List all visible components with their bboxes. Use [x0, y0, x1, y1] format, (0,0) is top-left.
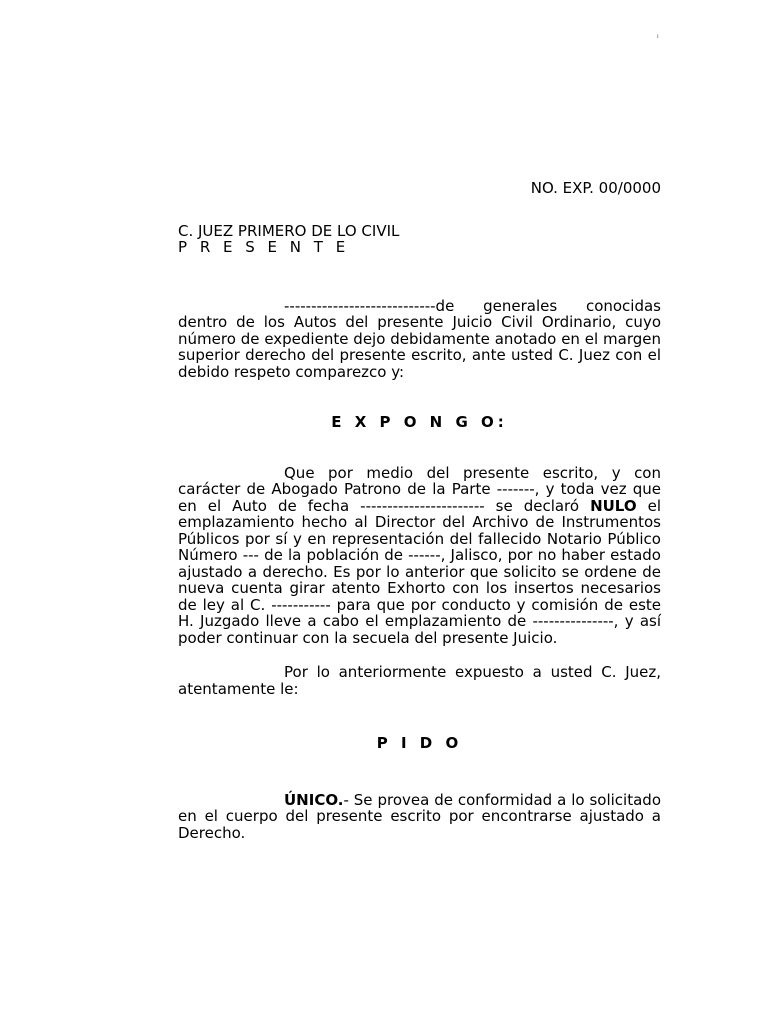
petition-text: - Se provea de conformidad a lo solicitado en el cuerpo del presente escrito por encontrarse ajustado a Derecho. [178, 790, 661, 842]
expediente-number: NO. EXP. 00/0000 [530, 179, 661, 197]
exposition-paragraph [178, 465, 661, 647]
page-mark: ı [657, 33, 659, 40]
exposition-text-2: el emplazamiento hecho al Director del Archivo de Instrumentos Públicos por sí y en representación del fallecido Notario Público Número --- de la población de ------, Jalisco, por no haber estado ajustado a derecho. Es por lo anterior que solicito se ordene de nueva cuenta girar atento Exhorto con los insertos necesarios de ley al C. ----------- para que por conducto y comisión de este H. Juzgado lleve a cabo el emplazamiento de ---------------, y así poder continuar con la secuela del presente Juicio. [178, 496, 661, 647]
exposition-text-1: Que por medio del presente escrito, y con carácter de Abogado Patrono de la Parte -------, y toda vez que en el Auto de fecha ----------------------- se declaró [178, 463, 661, 515]
heading-pido: P I D O [376, 734, 463, 752]
addressee-judge: C. JUEZ PRIMERO DE LO CIVIL [178, 221, 400, 240]
document-body [178, 180, 661, 841]
addressee-presente: P R E S E N T E [178, 238, 350, 256]
addressee-block [178, 223, 661, 256]
nulo-emphasis: NULO [590, 496, 637, 515]
heading-expongo: E X P O N G O: [331, 413, 508, 431]
closing-paragraph: Por lo anteriormente expuesto a usted C. Juez, atentamente le: [178, 663, 661, 698]
petition-paragraph [178, 792, 661, 842]
petition-label: ÚNICO. [284, 790, 344, 809]
intro-paragraph: ----------------------------de generales conocidas dentro de los Autos del presente Juicio Civil Ordinario, cuyo número de expediente dejo debidamente anotado en el margen superior derecho del presente escrito, ante usted C. Juez con el debido respeto comparezco y: [178, 296, 661, 381]
